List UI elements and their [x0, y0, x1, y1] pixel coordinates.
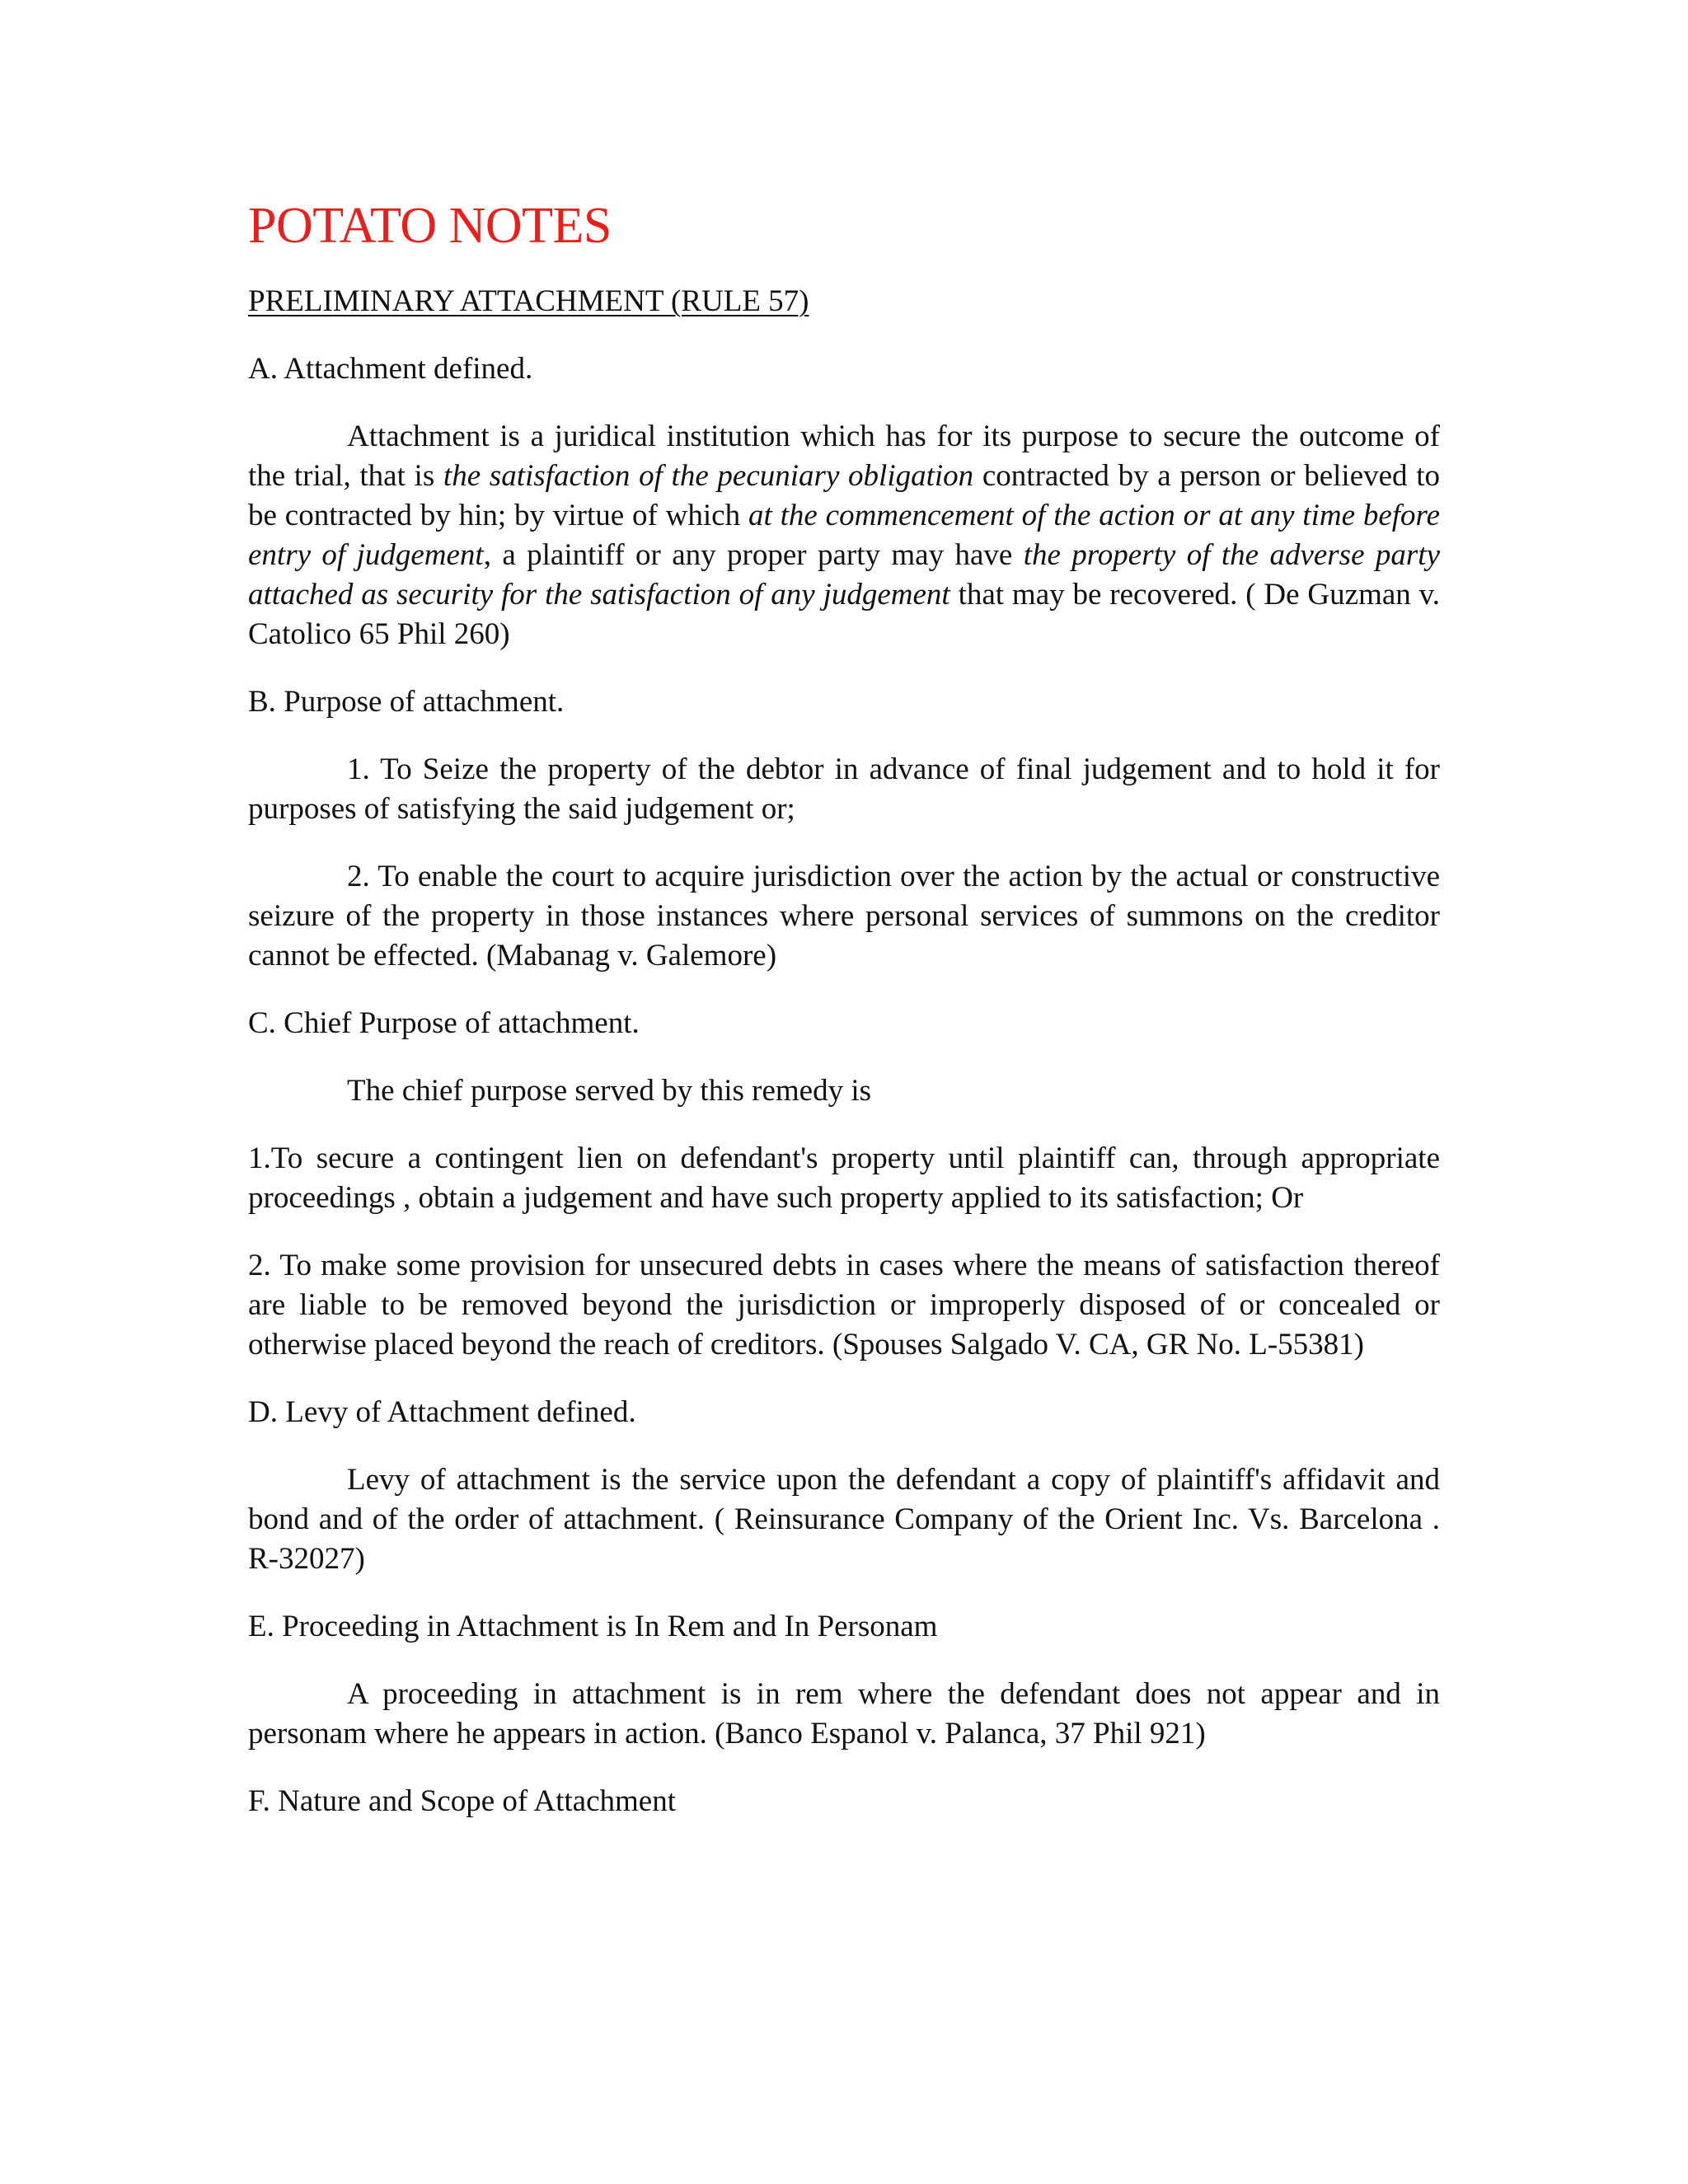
section-c-intro: The chief purpose served by this remedy is: [347, 1074, 872, 1108]
section-d-body: Levy of attachment is the service upon the defendant a copy of plaintiff's affidavit and bond and of the order of attachment. ( Reinsurance Company of the Orient Inc. Vs. Barcelona . R-32027): [248, 1463, 1440, 1576]
text-run: , a plaintiff or any proper party may have: [483, 538, 1024, 572]
section-f-title: F. Nature and Scope of Attachment: [248, 1784, 677, 1818]
section-b-item-2: 2. To enable the court to acquire jurisdiction over the action by the actual or constructive seizure of the property in those instances where personal services of summons on the creditor cannot be effected. (Mabanag v. Galemore): [248, 860, 1440, 972]
section-a-title: A. Attachment defined.: [248, 352, 533, 386]
italic-text-run: the satisfaction of the pecuniary obligation: [443, 459, 974, 493]
italic-text-run: at the commencement of the action or at any time before entry of judgement: [248, 499, 1440, 572]
section-b-title: B. Purpose of attachment.: [248, 685, 565, 719]
section-heading: PRELIMINARY ATTACHMENT (RULE 57): [248, 284, 809, 318]
text-run: contracted by a person or believed to be contracted by hin; by virtue of which: [248, 459, 1440, 532]
section-d-title: D. Levy of Attachment defined.: [248, 1395, 636, 1429]
section-c-item-2: 2. To make some provision for unsecured debts in cases where the means of satisfaction thereof are liable to be removed beyond the jurisdiction or improperly disposed of or concealed or otherwise placed beyond the reach of creditors. (Spouses Salgado V. CA, GR No. L-55381): [248, 1249, 1440, 1361]
section-b-item-1: 1. To Seize the property of the debtor in advance of final judgement and to hold it for purposes of satisfying the said judgement or;: [248, 752, 1440, 826]
section-c-item-1: 1.To secure a contingent lien on defendant's property until plaintiff can, through appropriate proceedings , obtain a judgement and have such property applied to its satisfaction; Or: [248, 1141, 1440, 1215]
text-run: that may be recovered. ( De Guzman v. Catolico 65 Phil 260): [248, 578, 1440, 651]
italic-text-run: the property of the adverse party attached as security for the satisfaction of any judgement: [248, 538, 1440, 612]
text-run: Attachment is a juridical institution which has for its purpose to secure the outcome of the trial, that is: [248, 419, 1440, 493]
section-e-body: A proceeding in attachment is in rem where the defendant does not appear and in personam where he appears in action. (Banco Espanol v. Palanca, 37 Phil 921): [248, 1677, 1440, 1750]
document-page: [248, 194, 1440, 1849]
section-c-title: C. Chief Purpose of attachment.: [248, 1006, 640, 1040]
document-title: POTATO NOTES: [248, 198, 612, 254]
section-a-paragraph: [248, 417, 1440, 654]
section-e-title: E. Proceeding in Attachment is In Rem and In Personam: [248, 1610, 938, 1643]
